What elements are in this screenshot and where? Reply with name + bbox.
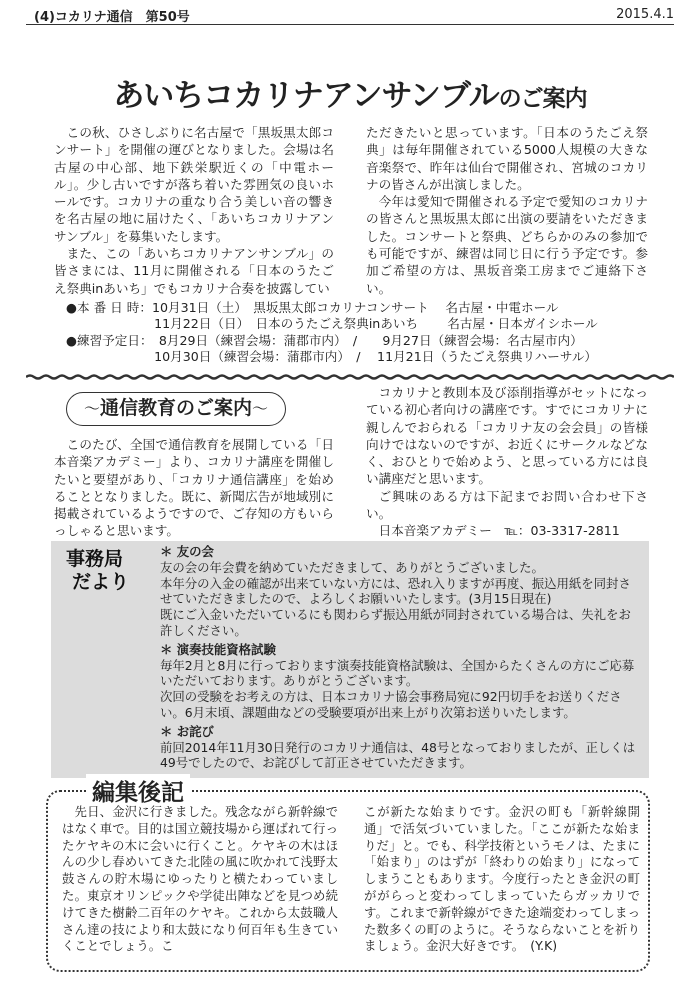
correspondence-paragraph: コカリナと教則本及び添削指導がセットになっている初心者向けの講座です。すでにコカリナに親しんでおられる「コカリナ友の会会員」の皆様向けではないのですが、お近くにサークルなどなく、おひとりで始めよう、と思っている方には良い講座だと思います。 (366, 385, 648, 487)
badge-line: 事務局 (66, 548, 124, 570)
office-news-body (160, 544, 640, 771)
contact-line: 日本音楽アカデミー ℡：03-3317-2811 (378, 523, 620, 539)
office-paragraph: 本年分の入金の確認が出来ていない方には、恐れ入りますが再度、振込用紙を同封させていただきましたので、よろしくお願いいたします。(3月15日現在) (160, 575, 631, 607)
section-divider (26, 374, 674, 380)
title-suffix: のご案内 (498, 85, 587, 112)
ensemble-paragraph: 今年は愛知で開催される予定で愛知のコカリナの皆さんと黒坂黒太郎に出演の要請をいただきました。コンサートと祭典、どちらかのみの参加でも可能ですが、練習は同じ日に行う予定です。参加ご希望の方は、黒坂音楽工房までご連絡下さい。 (366, 194, 648, 296)
issue-date: 2015.4.1 (616, 7, 674, 22)
editorial-left-column (62, 804, 338, 955)
schedule-list (66, 300, 598, 366)
heading-tilde-right: ～ (252, 399, 269, 418)
ensemble-paragraph: この秋、ひさしぶりに名古屋で「黒坂黒太郎コンサート」を開催の運びとなりました。会場は名古屋の中心部、地下鉄栄駅近くの「中電ホール」。少し古いですが落ち着いた雰囲気の良いホールです。コカリナの重なり合う美しい音の響きを名古屋の地に届けたく、「あいちコカリナアンサンブル」を募集いたします。 (54, 125, 334, 244)
schedule-line: ●練習予定日： 8月29日（練習会場：蒲郡市内） / 9月27日（練習会場：名古屋市内） (66, 332, 583, 348)
editorial-text: こが新たな始まりです。金沢の町も「新幹線開通」で活気づいていました。「ここが新たな始まりだ」と。でも、科学技術というモノは、たまに「始まり」のはずが「終わりの始まり」になってしまうこともあります。今度行ったとき金沢の町ががらっと変わってしまっていたらガッカリです。これまで新幹線ができた途端変わってしまった数多くの町のように。そうならないことを祈りましょう。金沢大好きです。 (Y.K) (364, 804, 640, 954)
ensemble-right-column (366, 124, 648, 297)
page-title (0, 70, 700, 115)
ensemble-left-column (54, 124, 334, 297)
correspondence-left-column (54, 436, 334, 540)
ensemble-paragraph: また、この「あいちコカリナアンサンブル」の皆さまには、11月に開催される「日本のうたごえ祭典inあいち」でもコカリナ合奏を披露してい (54, 246, 334, 296)
office-news-badge (66, 548, 154, 594)
correspondence-paragraph: このたび、全国で通信教育を展開している「日本音楽アカデミー」より、コカリナ講座を開催したいと要望があり、「コカリナ通信講座」を始めることとなりました。既に、新聞広告が地域別に掲載されているようですので、ご存知の方もいらっしゃると思います。 (54, 437, 334, 539)
office-section-title: ＊ 友の会 (160, 544, 214, 559)
section-heading-correspondence (66, 392, 286, 426)
ensemble-paragraph: ただきたいと思っています。「日本のうたごえ祭典」は毎年開催されている5000人規模の大きな音楽祭で、昨年は仙台で開催され、宮城のコカリナの皆さんが出演しました。 (366, 125, 648, 192)
heading-tilde-left: ～ (83, 399, 100, 418)
office-section-title: ＊ お詫び (160, 723, 214, 739)
issue-label: (4)コカリナ通信 第50号 (34, 10, 190, 25)
office-paragraph: 既にご入金いただいているにも関わらず振込用紙が同封されている場合は、失礼をお許しください。 (160, 607, 631, 638)
office-section-title: ＊ 演奏技能資格試験 (160, 641, 276, 657)
office-paragraph: 毎年2月と8月に行っております演奏技能資格試験は、全国からたくさんの方にご応募いただいております。ありがとうございます。 (160, 657, 635, 689)
heading-text: 通信教育のご案内 (99, 397, 252, 419)
badge-line: だより (72, 571, 130, 593)
editorial-right-column (364, 804, 640, 955)
editorial-text: 先日、金沢に行きました。残念ながら新幹線ではなく車で。目的は国立競技場から運ばれて行ったケヤキの木に会いに行くこと。ケヤキの木はほんの少し春めいてきた北陸の風に吹かれて浅野太鼓さんの貯木場にゆったりと横たわっていました。東京オリンピックや学徒出陣などを見つめ続けてきた樹齢二百年のケヤキ。これから太鼓職人さん達の技により和太鼓になり何百年も生きていくことでしょう。こ (62, 804, 338, 954)
title-main: あいちコカリナアンサンブル (113, 78, 499, 114)
schedule-line: ●本 番 日 時：10月31日（土） 黒坂黒太郎コカリナコンサート 名古屋・中電ホール (66, 300, 559, 315)
office-paragraph: 前回2014年11月30日発行のコカリナ通信は、48号となっておりましたが、正しくは49号でしたので、お詫びして訂正させていただきます。 (160, 739, 636, 771)
office-paragraph: 次回の受験をお考えの方は、日本コカリナ協会事務局宛に92円切手をお送りください。6月末頃、課題曲などの受験要項が出来上がり次第お送りいたします。 (160, 689, 622, 720)
schedule-line: 11月22日（日） 日本のうたごえ祭典inあいち 名古屋・日本ガイシホール (66, 316, 598, 332)
header-rule (26, 24, 674, 25)
office-paragraph: 友の会の年会費を納めていただきまして、ありがとうございました。 (160, 559, 544, 575)
correspondence-paragraph: ご興味のある方は下記までお問い合わせ下さい。 (366, 488, 648, 522)
editorial-heading: 編集後記 (86, 774, 190, 807)
correspondence-right-column (366, 384, 648, 540)
schedule-line: 10月30日（練習会場：蒲郡市内） / 11月21日（うたごえ祭典リハーサル） (66, 349, 598, 365)
